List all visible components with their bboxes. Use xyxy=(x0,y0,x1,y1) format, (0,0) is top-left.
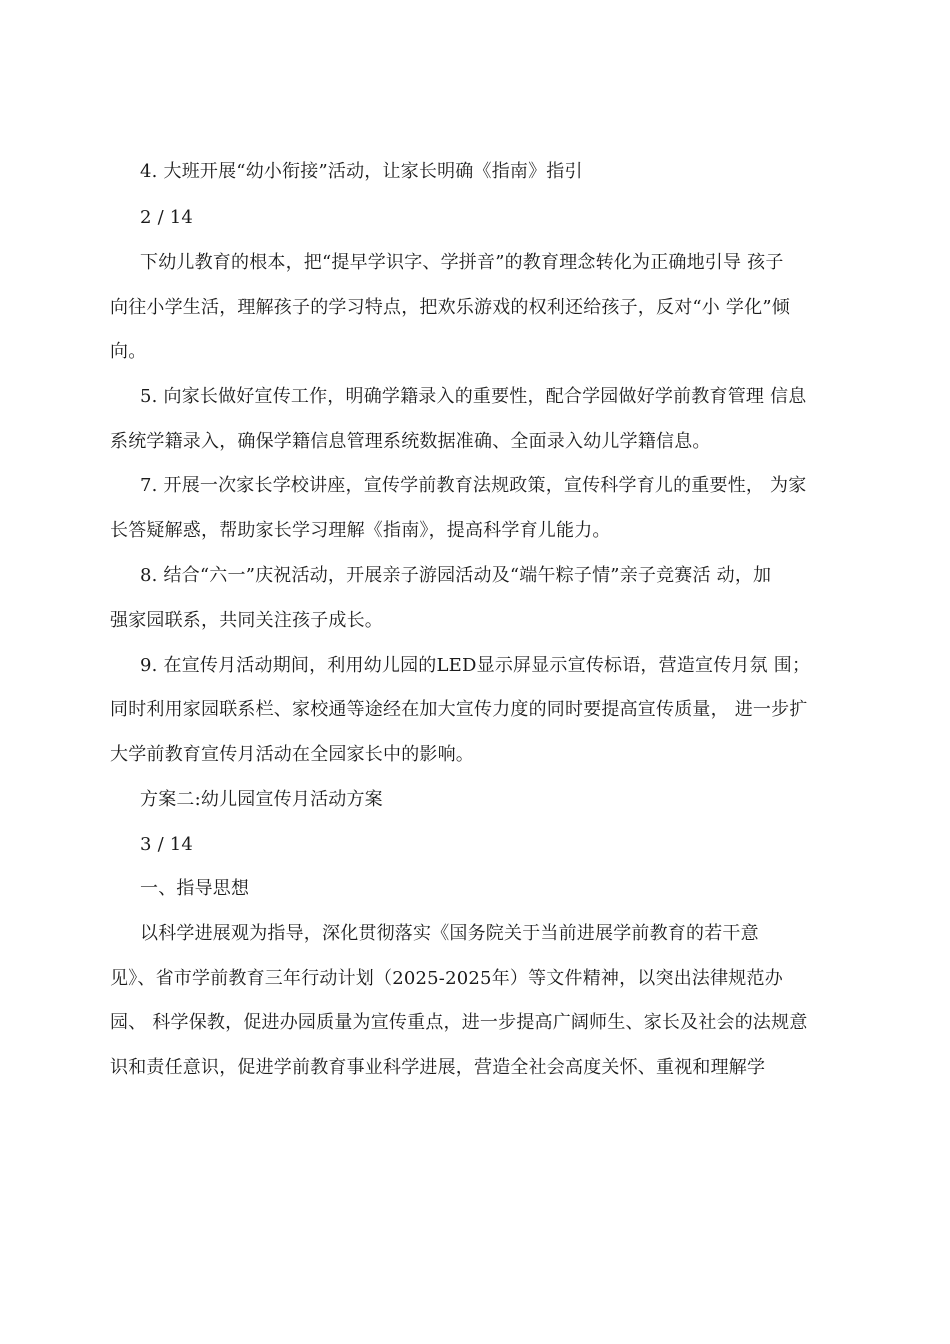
paragraph-line: 系统学籍录入，确保学籍信息管理系统数据准确、全面录入幼儿学籍信息。 xyxy=(110,431,711,452)
paragraph-line: 向往小学生活，理解孩子的学习特点，把欢乐游戏的权利还给孩子，反对“小 学化”倾 xyxy=(110,297,790,318)
page-number: 3 / 14 xyxy=(140,834,194,855)
page-number: 2 / 14 xyxy=(140,207,194,228)
paragraph-line: 见》、省市学前教育三年行动计划（2025-2025年）等文件精神，以突出法律规范办 xyxy=(110,968,783,989)
paragraph-line: 长答疑解惑，帮助家长学习理解《指南》，提高科学育儿能力。 xyxy=(110,520,611,541)
paragraph-line: 向。 xyxy=(110,341,147,362)
paragraph-line: 下幼儿教育的根本，把“提早学识字、学拼音”的教育理念转化为正确地引导 孩子 xyxy=(140,252,784,273)
list-item-8: 8. 结合“六一”庆祝活动，开展亲子游园活动及“端午粽子情”亲子竞赛活 动，加 xyxy=(140,565,772,586)
list-item-5: 5. 向家长做好宣传工作，明确学籍录入的重要性，配合学园做好学前教育管理 信息 xyxy=(140,386,807,407)
list-item-7: 7. 开展一次家长学校讲座，宣传学前教育法规政策，宣传科学育儿的重要性， 为家 xyxy=(140,475,807,496)
section-heading: 一、指导思想 xyxy=(140,878,250,899)
section-title: 方案二:幼儿园宣传月活动方案 xyxy=(140,789,383,810)
list-item-9: 9. 在宣传月活动期间，利用幼儿园的LED显示屏显示宣传标语，营造宣传月氛 围； xyxy=(140,655,811,676)
paragraph-line: 园、 科学保教，促进办园质量为宣传重点，进一步提高广阔师生、家长及社会的法规意 xyxy=(110,1012,808,1033)
paragraph-line: 识和责任意识，促进学前教育事业科学进展，营造全社会高度关怀、重视和理解学 xyxy=(110,1057,766,1078)
paragraph-line: 同时利用家园联系栏、家校通等途经在加大宣传力度的同时要提高宣传质量， 进一步扩 xyxy=(110,699,808,720)
paragraph-line: 大学前教育宣传月活动在全园家长中的影响。 xyxy=(110,744,474,765)
paragraph-line: 以科学进展观为指导，深化贯彻落实《国务院关于当前进展学前教育的若干意 xyxy=(140,923,759,944)
list-item-4: 4. 大班开展“幼小衔接”活动，让家长明确《指南》指引 xyxy=(140,161,583,182)
paragraph-line: 强家园联系，共同关注孩子成长。 xyxy=(110,610,383,631)
